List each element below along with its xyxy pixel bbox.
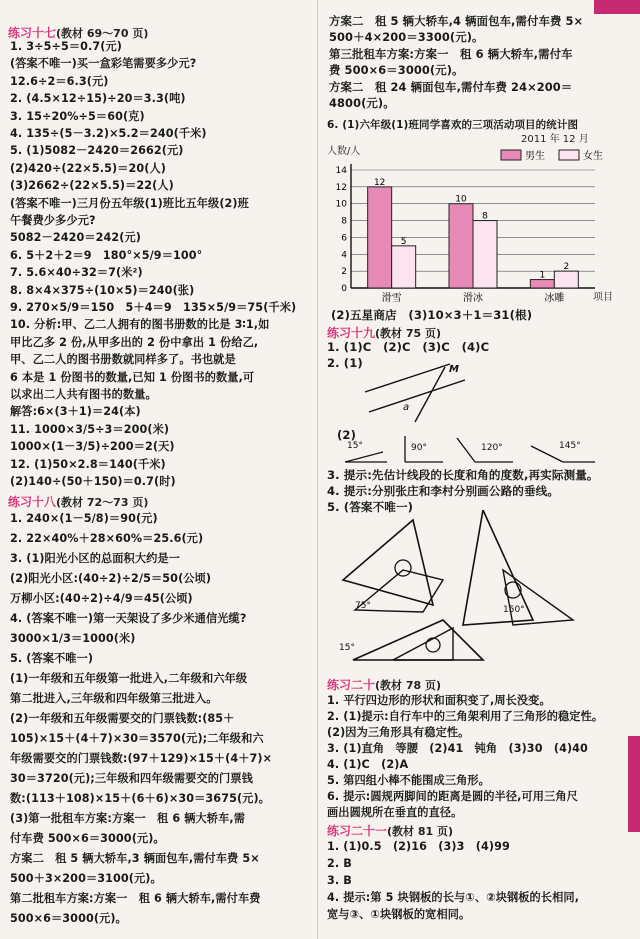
left-b-line: 年级需要交的门票钱数:(97＋129)×15＋(4＋7)× <box>10 752 273 765</box>
angles-figure <box>345 434 595 466</box>
y-tick-label: 0 <box>341 284 347 294</box>
category-label: 冰雕 <box>544 293 565 304</box>
left-b-line: 万柳小区:(40÷2)÷4/9＝45(公顷) <box>10 592 193 605</box>
s20-line: 6. 提示:圆规两脚间的距离是圆的半径,可用三角尺 <box>327 790 578 803</box>
left-a-line: 2. (4.5×12÷15)÷20＝3.3(吨) <box>10 92 186 106</box>
s19-q2: 2. (1) <box>327 356 363 370</box>
right-top-line: 4800(元)。 <box>329 96 395 110</box>
section-20-subtitle: (教材 78 页) <box>375 679 442 692</box>
right-top-line: 第三批租车方案:方案一 租 6 辆大轿车,需付车 <box>329 46 573 61</box>
s20-line: 2. (1)提示:自行车中的三角架利用了三角形的稳定性。 <box>327 710 604 723</box>
left-a-line: 9. 270×5/9＝150 5＋4＝9 135×5/9＝75(千米) <box>10 301 297 314</box>
bar-女生-滑雪 <box>392 246 416 288</box>
bar-value-label: 5 <box>400 236 407 247</box>
left-b-line: (1)一年级和五年级第一批进入,二年级和六年级 <box>10 672 248 685</box>
left-b-line: 第二批进入,三年级和四年级第三批进入。 <box>10 692 218 705</box>
angle-75-label: 75° <box>355 601 371 611</box>
left-a-line: 解答:6×(3＋1)＝24(本) <box>10 405 141 419</box>
left-a-line: (2)140÷(50＋150)＝0.7(时) <box>10 475 176 488</box>
bar-value-label: 12 <box>373 177 386 188</box>
left-a-line: (3)2662÷(22×5.5)＝22(人) <box>10 179 174 193</box>
left-a-line: 甲、乙二人的图书册数就同样多了。书也就是 <box>10 353 236 367</box>
s19-q2-part2: (2) <box>337 428 356 442</box>
chart-date: 2011 年 12 月 <box>521 134 589 145</box>
section-18-subtitle: (教材 72～73 页) <box>56 496 149 509</box>
s20-line: 1. 平行四边形的形状和面积变了,周长没变。 <box>327 694 551 707</box>
left-a-line: (答案不唯一)买一盒彩笔需要多少元? <box>10 57 197 71</box>
left-a-line: 11. 1000×3/5÷3＝200(米) <box>10 422 170 436</box>
bar-男生-冰雕 <box>530 280 554 288</box>
left-b-line: 数:(113＋108)×15＋(6＋6)×30＝3675(元)。 <box>10 792 270 805</box>
left-a-line: 甲比乙多 2 份,从甲多出的 2 份中拿出 1 份给乙, <box>10 335 259 349</box>
section-20-heading <box>327 676 441 693</box>
legend-label: 男生 <box>525 151 545 162</box>
left-a-line: 3. 15÷20%÷5＝60(克) <box>10 109 145 123</box>
left-a-line: 1. 3÷5÷5＝0.7(元) <box>10 40 122 53</box>
left-a-line: (2)420÷(22×5.5)＝20(人) <box>10 161 166 175</box>
section-19-title: 练习十九 <box>327 326 376 340</box>
left-b-line: 1. 240×(1－5/8)＝90(元) <box>10 512 158 525</box>
left-a-line: 5. (1)5082－2420＝2662(元) <box>10 144 184 158</box>
section-21-title: 练习二十一 <box>327 824 388 838</box>
s21-line: 1. (1)0.5 (2)16 (3)3 (4)99 <box>327 840 510 853</box>
left-a-line: 1000×(1－3/5)÷200＝2(天) <box>10 440 175 454</box>
section-18-heading <box>8 493 148 510</box>
y-tick-label: 8 <box>341 216 347 227</box>
angle-15-label: 15° <box>347 441 363 451</box>
s20-line: 画出圆规所在垂直的直径。 <box>327 806 463 819</box>
left-b-line: 5. (答案不唯一) <box>10 652 94 665</box>
q6-part2: (2)五星商店 (3)10×3＋1＝31(根) <box>331 308 533 322</box>
point-m-label: M <box>449 364 459 375</box>
s21-line: 2. B <box>327 857 352 870</box>
left-b-line: 500×6＝3000(元)。 <box>10 912 127 925</box>
left-b-line: 105)×15＋(4＋7)×30＝3570(元);二年级和六 <box>10 732 264 745</box>
left-a-line: (答案不唯一)三月份五年级(1)班比五年级(2)班 <box>10 196 249 210</box>
s20-line: 5. 第四组小棒不能围成三角形。 <box>327 774 490 787</box>
s21-line: 4. 提示:第 5 块钢板的长与①、②块钢板的长相同, <box>327 891 580 904</box>
chart-plot <box>336 164 595 304</box>
bar-value-label: 10 <box>455 194 467 205</box>
left-b-line: 2. 22×40%＋28×60%＝25.6(元) <box>10 532 204 545</box>
line-a-label: a <box>403 402 410 413</box>
category-label: 滑雪 <box>381 293 402 304</box>
section-19-subtitle: (教材 75 页) <box>375 327 442 340</box>
left-a-line: 6 本是 1 份图书的数量,已知 1 份图书的数量,可 <box>10 370 255 384</box>
section-17-subtitle: (教材 69～70 页) <box>56 27 149 40</box>
bar-女生-冰雕 <box>554 271 578 288</box>
left-b-line: (2)阳光小区:(40÷2)÷2/5＝50(公顷) <box>10 572 212 585</box>
s19-q4: 4. 提示:分别张庄和李村分别画公路的垂线。 <box>327 484 560 498</box>
left-b-line: (3)第一批租车方案:方案一 租 6 辆大轿车,需 <box>10 812 245 825</box>
left-a-line: 5082－2420＝242(元) <box>10 231 142 245</box>
left-a-line: 7. 5.6×40÷32＝7(米²) <box>10 266 143 280</box>
s21-line: 宽与③、①块钢板的宽相同。 <box>327 908 471 921</box>
right-top-line: 费 500×6＝3000(元)。 <box>329 63 464 78</box>
column-divider <box>317 0 318 939</box>
left-a-line: 12. (1)50×2.8＝140(千米) <box>10 457 166 471</box>
left-a-line: 12.6÷2＝6.3(元) <box>10 74 109 88</box>
section-21-subtitle: (教材 81 页) <box>387 825 454 838</box>
s20-line: (2)因为三角形具有稳定性。 <box>327 726 470 739</box>
angle-15b-label: 15° <box>339 643 355 653</box>
left-b-line: 3000×1/3＝1000(米) <box>10 632 136 645</box>
left-b-line: 第二批租车方案:方案一 租 6 辆大轿车,需付车费 <box>10 892 261 905</box>
left-b-line: 3. (1)阳光小区的总面积大约是一 <box>10 552 180 565</box>
left-b-line: (2)一年级和五年级需要交的门票钱数:(85＋ <box>10 712 235 725</box>
section-20-title: 练习二十 <box>327 678 376 692</box>
s19-q5: 5. (答案不唯一) <box>327 500 414 514</box>
left-a-line: 4. 135÷(5－3.2)×5.2＝240(千米) <box>10 127 207 140</box>
right-top-line: 方案二 租 5 辆大轿车,4 辆面包车,需付车费 5× <box>329 14 584 28</box>
angle-90-label: 90° <box>411 443 427 453</box>
q6-label: 6. (1)六年级(1)班同学喜欢的三项活动项目的统计图 <box>327 119 579 131</box>
section-21-heading <box>327 822 453 839</box>
s19-q1: 1. (1)C (2)C (3)C (4)C <box>327 340 490 354</box>
bar-男生-滑雪 <box>368 187 392 288</box>
angle-120-label: 120° <box>481 443 503 453</box>
legend-swatch <box>559 150 579 160</box>
left-b-line: 付车费 500×6＝3000(元)。 <box>10 832 165 845</box>
left-b-line: 方案二 租 5 辆大轿车,3 辆面包车,需付车费 5× <box>10 852 260 865</box>
y-tick-label: 4 <box>341 250 347 261</box>
corner-tab <box>594 0 640 14</box>
angle-145-label: 145° <box>559 441 581 451</box>
chart-legend <box>501 149 603 162</box>
parallel-lines-figure <box>355 362 495 432</box>
section-19-heading <box>327 324 441 341</box>
angle-150-label: 150° <box>503 605 525 615</box>
y-tick-label: 6 <box>341 233 347 244</box>
chart-x-label: 项目 <box>593 292 613 303</box>
y-tick-label: 10 <box>335 199 347 210</box>
s19-q3: 3. 提示:先估计线段的长度和角的度数,再实际测量。 <box>327 468 599 482</box>
left-a-line: 以求出二人共有图书的数量。 <box>10 388 157 401</box>
legend-label: 女生 <box>583 151 603 162</box>
s20-line: 4. (1)C (2)A <box>327 758 409 771</box>
chart-y-label: 人数/人 <box>327 146 361 157</box>
bar-男生-滑冰 <box>449 204 473 288</box>
right-top-line: 500＋4×200＝3300(元)。 <box>329 30 484 45</box>
section-18-title: 练习十八 <box>8 495 57 509</box>
category-label: 滑冰 <box>463 293 483 304</box>
left-a-line: 8. 8×4×375÷(10×5)＝240(张) <box>10 283 195 297</box>
y-tick-label: 2 <box>341 267 347 278</box>
chapter-tab <box>628 736 640 832</box>
s21-line: 3. B <box>327 874 352 887</box>
bar-value-label: 2 <box>563 262 570 273</box>
bar-value-label: 1 <box>539 270 546 281</box>
y-tick-label: 14 <box>335 166 347 176</box>
bar-value-label: 8 <box>482 211 488 222</box>
left-a-line: 6. 5＋2＋2＝9 180°×5/9＝100° <box>10 248 203 262</box>
y-tick-label: 12 <box>335 182 347 193</box>
section-17-heading <box>8 24 148 41</box>
left-b-line: 4. (答案不唯一)第一天架设了多少米通信光缆? <box>10 612 247 625</box>
legend-swatch <box>501 150 521 160</box>
left-b-line: 30＝3720(元);三年级和四年级需要交的门票钱 <box>10 772 253 785</box>
bar-女生-滑冰 <box>473 221 497 288</box>
left-b-line: 500＋3×200＝3100(元)。 <box>10 872 162 885</box>
set-square-figure <box>333 510 613 670</box>
s20-line: 3. (1)直角 等腰 (2)41 钝角 (3)30 (4)40 <box>327 742 588 755</box>
right-top-line: 方案二 租 24 辆面包车,需付车费 24×200＝ <box>329 79 573 94</box>
section-17-title: 练习十七 <box>8 26 57 40</box>
bar-chart <box>325 130 625 310</box>
left-a-line: 10. 分析:甲、乙二人拥有的图书册数的比是 3∶1,如 <box>10 318 270 332</box>
left-a-line: 午餐费少多少元? <box>10 214 96 227</box>
